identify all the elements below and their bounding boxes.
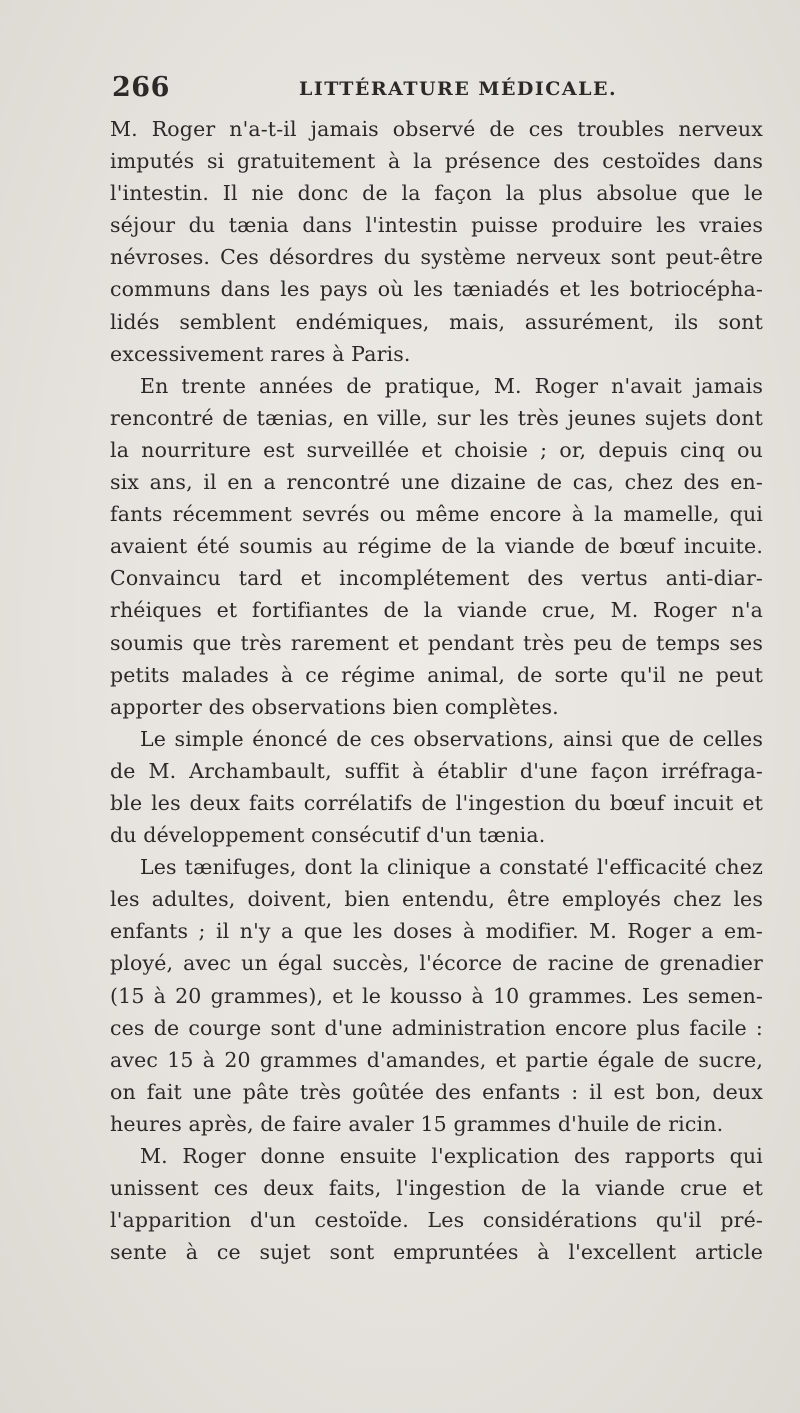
- text-line: avaient été soumis au régime de la viande de bœuf incuite.: [110, 534, 763, 559]
- text-line: ployé, avec un égal succès, l'écorce de racine de grenadier: [110, 951, 763, 976]
- text-line: (15 à 20 grammes), et le kousso à 10 grammes. Les semen-: [110, 983, 763, 1008]
- text-line: apporter des observations bien complètes.: [110, 694, 559, 719]
- text-line: la nourriture est surveillée et choisie ; or, depuis cinq ou: [110, 437, 763, 462]
- text-line: séjour du tænia dans l'intestin puisse produire les vraies: [110, 213, 763, 238]
- text-line: on fait une pâte très goûtée des enfants : il est bon, deux: [110, 1079, 763, 1104]
- paragraph-start-line: M. Roger donne ensuite l'explication des rapports qui: [140, 1144, 763, 1168]
- text-line: l'intestin. Il nie donc de la façon la plus absolue que le: [110, 181, 763, 206]
- body-text: [110, 113, 763, 1268]
- text-line: six ans, il en a rencontré une dizaine de cas, chez des en-: [110, 470, 763, 495]
- text-line: heures après, de faire avaler 15 grammes d'huile de ricin.: [110, 1111, 724, 1136]
- text-line: ces de courge sont d'une administration encore plus facile :: [110, 1015, 763, 1040]
- text-line: névroses. Ces désordres du système nerveux sont peut-être: [110, 245, 763, 270]
- text-line: soumis que très rarement et pendant très peu de temps ses: [110, 630, 763, 655]
- text-line: unissent ces deux faits, l'ingestion de la viande crue et: [110, 1176, 763, 1201]
- paragraph-start-line: En trente années de pratique, M. Roger n'avait jamais: [140, 373, 763, 398]
- page-header: [112, 72, 762, 112]
- text-line: enfants ; il n'y a que les doses à modifier. M. Roger a em-: [110, 919, 763, 944]
- running-head: LITTÉRATURE MÉDICALE.: [299, 78, 618, 100]
- text-line: sente à ce sujet sont empruntées à l'excellent article: [110, 1240, 763, 1265]
- text-line: avec 15 à 20 grammes d'amandes, et partie égale de sucre,: [110, 1047, 763, 1072]
- text-line: fants récemment sevrés ou même encore à la mamelle, qui: [110, 502, 763, 527]
- text-line: communs dans les pays où les tæniadés et les botriocépha-: [110, 277, 763, 302]
- text-line: Convaincu tard et incomplétement des vertus anti-diar-: [110, 566, 763, 591]
- text-line: imputés si gratuitement à la présence des cestoïdes dans: [110, 149, 763, 174]
- text-line: du développement consécutif d'un tænia.: [110, 823, 546, 848]
- text-line: rhéiques et fortifiantes de la viande crue, M. Roger n'a: [110, 598, 763, 623]
- text-line: rencontré de tænias, en ville, sur les très jeunes sujets dont: [110, 405, 763, 430]
- text-line: excessivement rares à Paris.: [110, 341, 411, 366]
- text-line: M. Roger n'a-t-il jamais observé de ces troubles nerveux: [110, 117, 763, 141]
- text-line: les adultes, doivent, bien entendu, être employés chez les: [110, 887, 763, 912]
- text-line: petits malades à ce régime animal, de sorte qu'il ne peut: [110, 662, 763, 687]
- text-line: ble les deux faits corrélatifs de l'ingestion du bœuf incuit et: [110, 790, 763, 815]
- text-line: lidés semblent endémiques, mais, assurément, ils sont: [110, 309, 763, 334]
- text-line: de M. Archambault, suffit à établir d'une façon irréfraga-: [110, 758, 763, 783]
- page-number: 266: [112, 72, 170, 103]
- paragraph-start-line: Le simple énoncé de ces observations, ainsi que de celles: [140, 726, 763, 751]
- text-line: l'apparition d'un cestoïde. Les considérations qu'il pré-: [110, 1208, 763, 1233]
- paragraph-start-line: Les tænifuges, dont la clinique a constaté l'efficacité chez: [140, 855, 763, 880]
